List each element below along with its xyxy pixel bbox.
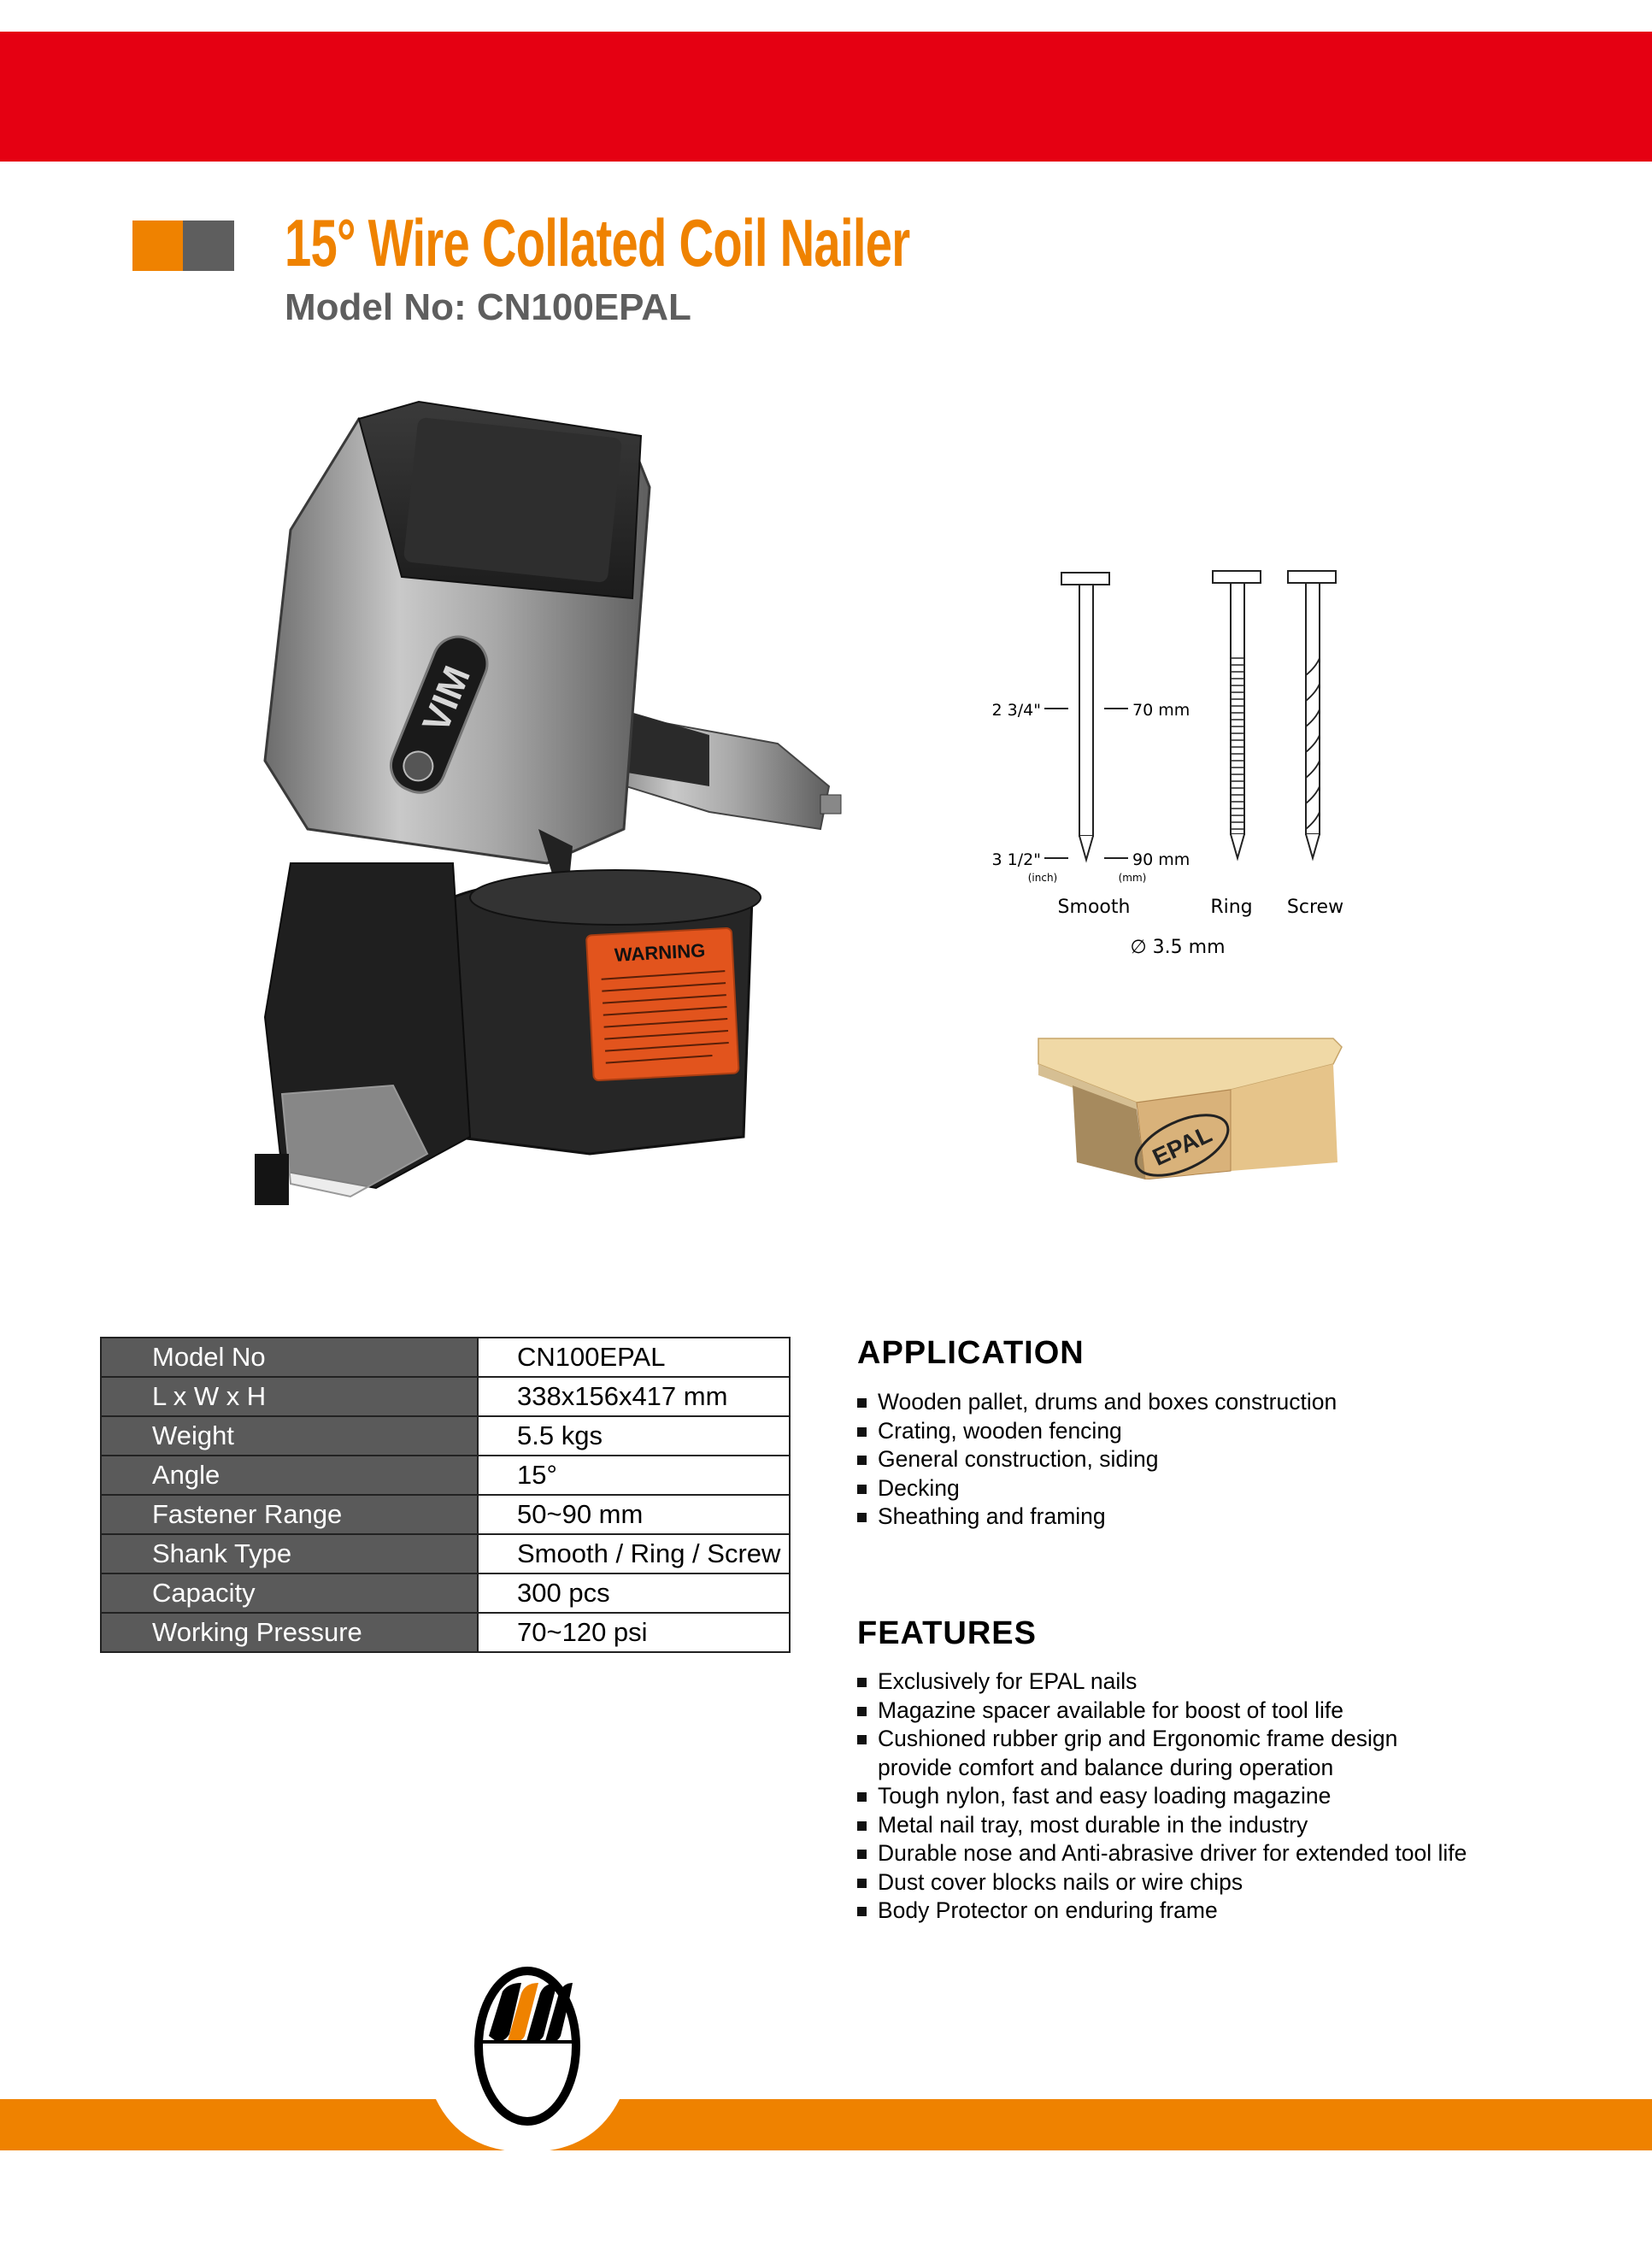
model-number: Model No: CN100EPAL xyxy=(285,286,691,328)
warning-label-text: WARNING xyxy=(614,939,706,966)
spec-value: Smooth / Ring / Screw xyxy=(478,1534,790,1573)
list-item: Durable nose and Anti-abrasive driver for extended tool life xyxy=(855,1839,1467,1868)
table-row xyxy=(101,1377,790,1416)
list-item: Crating, wooden fencing xyxy=(855,1417,1337,1446)
vim-logo-icon xyxy=(436,1940,620,2154)
table-row xyxy=(101,1456,790,1495)
square-bullet-icon xyxy=(857,1485,867,1494)
list-item: Metal nail tray, most durable in the industry xyxy=(855,1811,1467,1840)
dim-70-inch: 2 3/4" xyxy=(991,701,1041,720)
spec-value: 50~90 mm xyxy=(478,1495,790,1534)
square-bullet-icon xyxy=(857,1792,867,1802)
list-item-continuation: provide comfort and balance during operation xyxy=(878,1754,1334,1780)
features-heading: FEATURES xyxy=(857,1615,1037,1651)
spec-label: Model No xyxy=(101,1338,478,1377)
list-item: Dust cover blocks nails or wire chips xyxy=(855,1868,1467,1897)
spec-label: Capacity xyxy=(101,1573,478,1613)
nail-type-ring: Ring xyxy=(1210,897,1253,918)
square-bullet-icon xyxy=(857,1707,867,1716)
spec-value: 15° xyxy=(478,1456,790,1495)
table-row xyxy=(101,1495,790,1534)
list-item: Cushioned rubber grip and Ergonomic frame design xyxy=(855,1725,1467,1754)
list-item: Body Protector on enduring frame xyxy=(855,1897,1467,1926)
features-list xyxy=(855,1668,1467,1926)
list-item: Exclusively for EPAL nails xyxy=(855,1668,1467,1697)
table-row xyxy=(101,1573,790,1613)
spec-label: Fastener Range xyxy=(101,1495,478,1534)
square-bullet-icon xyxy=(857,1456,867,1465)
spec-value: 5.5 kgs xyxy=(478,1416,790,1456)
coil-nailer-image xyxy=(231,385,846,1291)
nail-type-smooth: Smooth xyxy=(1057,897,1131,918)
list-item: Sheathing and framing xyxy=(855,1503,1337,1532)
unit-inch-label: (inch) xyxy=(1027,872,1058,884)
spec-value: 70~120 psi xyxy=(478,1613,790,1652)
unit-mm-label: (mm) xyxy=(1118,872,1147,884)
table-row xyxy=(101,1613,790,1652)
header-red-band xyxy=(0,32,1652,162)
application-heading: APPLICATION xyxy=(857,1335,1085,1371)
list-item: General construction, siding xyxy=(855,1445,1337,1474)
square-bullet-icon xyxy=(857,1821,867,1831)
spec-value: CN100EPAL xyxy=(478,1338,790,1377)
spec-value: 338x156x417 mm xyxy=(478,1377,790,1416)
dim-90-mm: 90 mm xyxy=(1132,850,1190,869)
footer-orange-band xyxy=(0,2099,1652,2150)
list-item: Decking xyxy=(855,1474,1337,1503)
spec-label: L x W x H xyxy=(101,1377,478,1416)
square-bullet-icon xyxy=(857,1735,867,1744)
nail-type-diagram xyxy=(966,556,1376,957)
nail-diameter: ∅ 3.5 mm xyxy=(1130,937,1226,957)
smooth-nail-head-icon xyxy=(1061,573,1109,585)
square-bullet-icon xyxy=(857,1907,867,1916)
square-bullet-icon xyxy=(857,1513,867,1522)
application-list xyxy=(855,1388,1337,1532)
list-item: Tough nylon, fast and easy loading magazine xyxy=(855,1782,1467,1811)
spec-label: Angle xyxy=(101,1456,478,1495)
square-bullet-icon xyxy=(857,1879,867,1888)
nail-type-screw: Screw xyxy=(1286,897,1344,918)
table-row xyxy=(101,1534,790,1573)
dim-70-mm: 70 mm xyxy=(1132,701,1190,720)
epal-stamp: EPAL xyxy=(1148,1120,1216,1171)
table-row xyxy=(101,1416,790,1456)
square-bullet-icon xyxy=(857,1850,867,1859)
accent-block-grey xyxy=(183,221,234,271)
vim-brand-text: VIM xyxy=(414,660,479,738)
epal-pallet-image xyxy=(1026,1026,1350,1179)
spec-label: Weight xyxy=(101,1416,478,1456)
list-item: Magazine spacer available for boost of tool life xyxy=(855,1697,1467,1726)
spec-label: Working Pressure xyxy=(101,1613,478,1652)
spec-table xyxy=(100,1337,791,1653)
spec-label: Shank Type xyxy=(101,1534,478,1573)
square-bullet-icon xyxy=(857,1398,867,1408)
table-row xyxy=(101,1338,790,1377)
accent-block-orange xyxy=(132,221,183,271)
product-title: 15° Wire Collated Coil Nailer xyxy=(285,205,910,280)
dim-90-inch: 3 1/2" xyxy=(991,850,1041,869)
square-bullet-icon xyxy=(857,1427,867,1437)
square-bullet-icon xyxy=(857,1678,867,1687)
list-item: Wooden pallet, drums and boxes construction xyxy=(855,1388,1337,1417)
spec-value: 300 pcs xyxy=(478,1573,790,1613)
